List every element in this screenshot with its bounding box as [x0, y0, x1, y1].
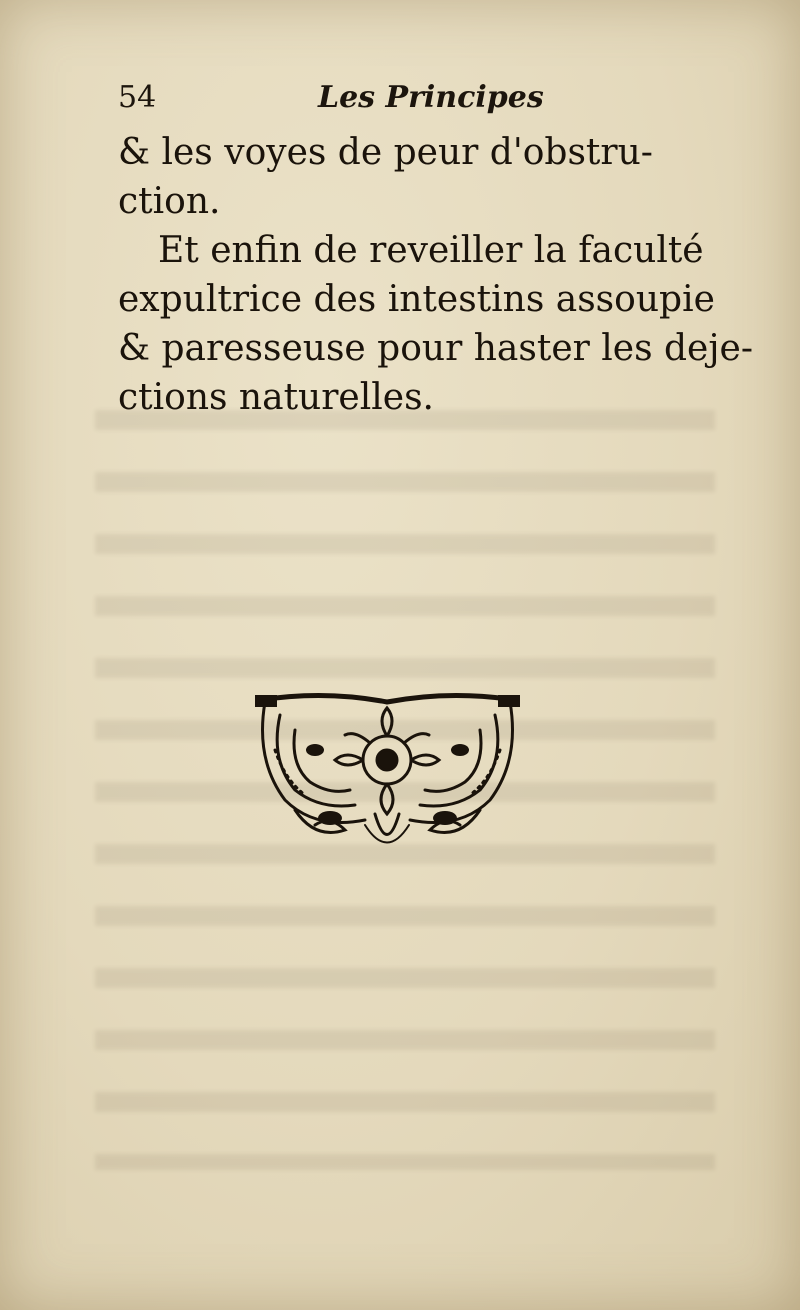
text-line: & paresseuse pour haster les deje-: [118, 328, 753, 369]
page-number: 54: [118, 80, 157, 115]
body-text: [118, 128, 753, 422]
text-line: Et enfin de reveiller la faculté: [158, 230, 704, 271]
text-line: expultrice des intestins assoupie: [118, 279, 715, 320]
running-title: Les Principes: [318, 80, 544, 115]
text-line: ctions naturelles.: [118, 377, 434, 418]
paragraph: [118, 128, 688, 226]
page-header: [118, 72, 678, 132]
floral-tailpiece-ornament-icon: [255, 690, 520, 860]
paragraph: [118, 226, 753, 422]
text-line: & les voyes de peur d'obstru-: [118, 132, 653, 173]
text-line: ction.: [118, 181, 221, 222]
